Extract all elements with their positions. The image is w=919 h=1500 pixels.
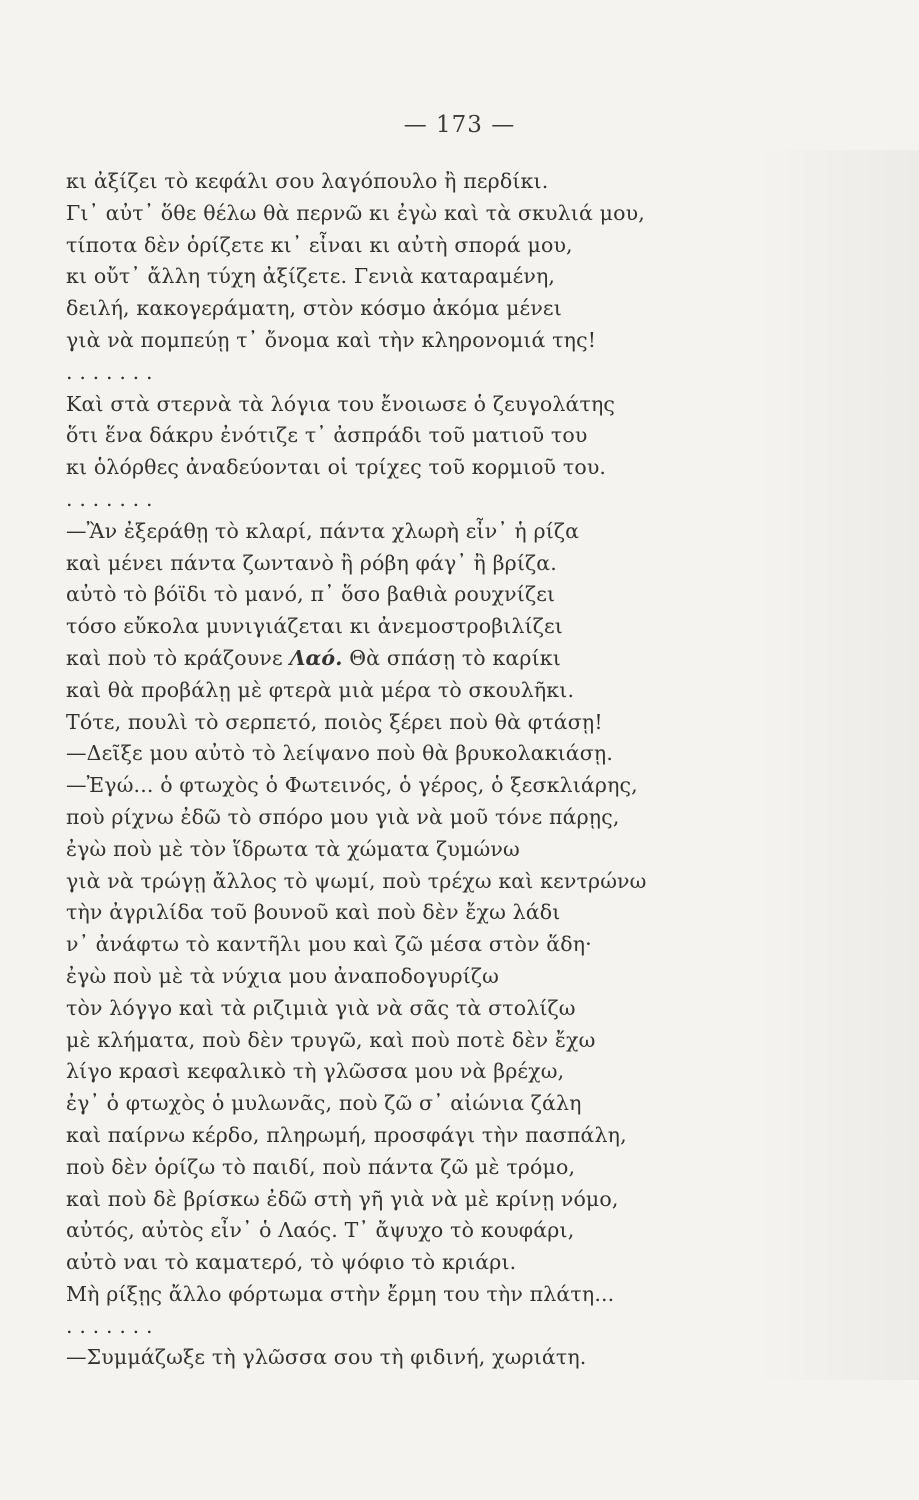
poem-line: τίποτα δὲν ὁρίζετε κι᾿ εἶναι κι αὐτὴ σπορά μου, — [66, 232, 573, 257]
poem-line: αὐτὸ ναι τὸ καματερό, τὸ ψόφιο τὸ κριάρι. — [66, 1250, 517, 1275]
poem-line: ὅτι ἕνα δάκρυ ἐνότιζε τ᾿ ἀσπράδι τοῦ ματιοῦ του — [66, 423, 588, 448]
poem-line: ἐγ᾿ ὁ φτωχὸς ὁ μυλωνᾶς, ποὺ ζῶ σ᾿ αἰώνια ζάλη — [66, 1091, 582, 1116]
poem-line: κι οὔτ᾿ ἄλλη τύχη ἀξίζετε. Γενιὰ καταραμένη, — [66, 264, 556, 289]
poem-line: αὐτός, αὐτὸς εἶν᾿ ὁ Λαός. Τ᾿ ἄψυχο τὸ κουφάρι, — [66, 1218, 575, 1243]
poem-line: ἐγὼ ποὺ μὲ τὰ νύχια μου ἀναποδογυρίζω — [66, 963, 500, 988]
poem-line: —Δεῖξε μου αὐτὸ τὸ λείψανο ποὺ θὰ βρυκολακιάσῃ. — [66, 741, 614, 766]
poem-text — [66, 166, 756, 1374]
poem-line: καὶ ποὺ δὲ βρίσκω ἐδῶ στὴ γῆ γιὰ νὰ μὲ κρίνῃ νόμο, — [66, 1186, 619, 1211]
poem-line-with-emphasis — [66, 643, 756, 675]
poem-line: μὲ κλήματα, ποὺ δὲν τρυγῶ, καὶ ποὺ ποτὲ δὲν ἔχω — [66, 1027, 596, 1052]
ellipsis-line: . . . . . . . — [66, 486, 153, 511]
poem-line: τόσο εὔκολα μυνιγιάζεται κι ἀνεμοστροβιλίζει — [66, 614, 563, 639]
poem-line: καὶ παίρνω κέρδο, πληρωμή, προσφάγι τὴν πασπάλη, — [66, 1122, 627, 1147]
ellipsis-line: . . . . . . . — [66, 359, 153, 384]
poem-line: τὴν ἀγριλίδα τοῦ βουνοῦ καὶ ποὺ δὲν ἔχω λάδι — [66, 900, 561, 925]
poem-line: δειλή, κακογεράματη, στὸν κόσμο ἀκόμα μένει — [66, 296, 562, 321]
poem-line: Καὶ στὰ στερνὰ τὰ λόγια του ἔνοιωσε ὁ ζευγολάτης — [66, 391, 616, 416]
page-number: — 173 — — [403, 112, 516, 138]
poem-line: Γι᾿ αὐτ᾿ ὅθε θέλω θὰ περνῶ κι ἐγὼ καὶ τὰ σκυλιά μου, — [66, 200, 645, 225]
emphasized-word: Λαό. — [289, 645, 343, 670]
poem-line: κι ἀξίζει τὸ κεφάλι σου λαγόπουλο ἢ περδίκι. — [66, 169, 549, 193]
poem-line: αὐτὸ τὸ βόϊδι τὸ μανό, π᾿ ὅσο βαθιὰ ρουχνίζει — [66, 582, 556, 607]
poem-line: λίγο κρασὶ κεφαλικὸ τὴ γλῶσσα μου νὰ βρέχω, — [66, 1059, 565, 1084]
poem-line: ν᾿ ἀνάφτω τὸ καντῆλι μου καὶ ζῶ μέσα στὸν ἅδη· — [66, 932, 592, 957]
ellipsis-line: . . . . . . . — [66, 1313, 153, 1338]
poem-line: Μὴ ρίξῃς ἄλλο φόρτωμα στὴν ἔρμη του τὴν πλάτη... — [66, 1281, 615, 1306]
poem-line: ἐγὼ ποὺ μὲ τὸν ἵδρωτα τὰ χώματα ζυμώνω — [66, 836, 520, 861]
poem-line: καὶ θὰ προβάλῃ μὲ φτερὰ μιὰ μέρα τὸ σκουλῆκι. — [66, 677, 575, 702]
poem-line: ποὺ δὲν ὁρίζω τὸ παιδί, ποὺ πάντα ζῶ μὲ τρόμο, — [66, 1154, 576, 1179]
poem-line: γιὰ νὰ πομπεύῃ τ᾿ ὄνομα καὶ τὴν κληρονομιά της! — [66, 327, 597, 352]
poem-line: —Ἂν ἐξεράθῃ τὸ κλαρί, πάντα χλωρὴ εἶν᾿ ἡ ρίζα — [66, 518, 580, 543]
poem-line: τὸν λόγγο καὶ τὰ ριζιμιὰ γιὰ νὰ σᾶς τὰ στολίζω — [66, 995, 576, 1020]
poem-line: κι ὁλόρθες ἀναδεύονται οἱ τρίχες τοῦ κορμιοῦ του. — [66, 455, 607, 480]
poem-line: Τότε, πουλὶ τὸ σερπετό, ποιὸς ξέρει ποὺ θὰ φτάσῃ! — [66, 709, 603, 734]
poem-line: γιὰ νὰ τρώγῃ ἄλλος τὸ ψωμί, ποὺ τρέχω καὶ κεντρώνω — [66, 868, 647, 893]
poem-line-part: καὶ ποὺ τὸ κράζουνε — [66, 645, 290, 670]
poem-line: ποὺ ρίχνω ἐδῶ τὸ σπόρο μου γιὰ νὰ μοῦ τόνε πάρῃς, — [66, 804, 620, 829]
poem-line: —Συμμάζωξε τὴ γλῶσσα σου τὴ φιδινή, χωριάτη. — [66, 1345, 587, 1370]
poem-line: —Ἐγώ... ὁ φτωχὸς ὁ Φωτεινός, ὁ γέρος, ὁ ξεσκλιάρης, — [66, 773, 638, 798]
poem-line: καὶ μένει πάντα ζωντανὸ ἢ ρόβη φάγ᾿ ἢ βρίζα. — [66, 550, 557, 575]
show-through-shadow — [758, 150, 919, 1380]
poem-line-part: Θὰ σπάσῃ τὸ καρίκι — [342, 645, 561, 670]
